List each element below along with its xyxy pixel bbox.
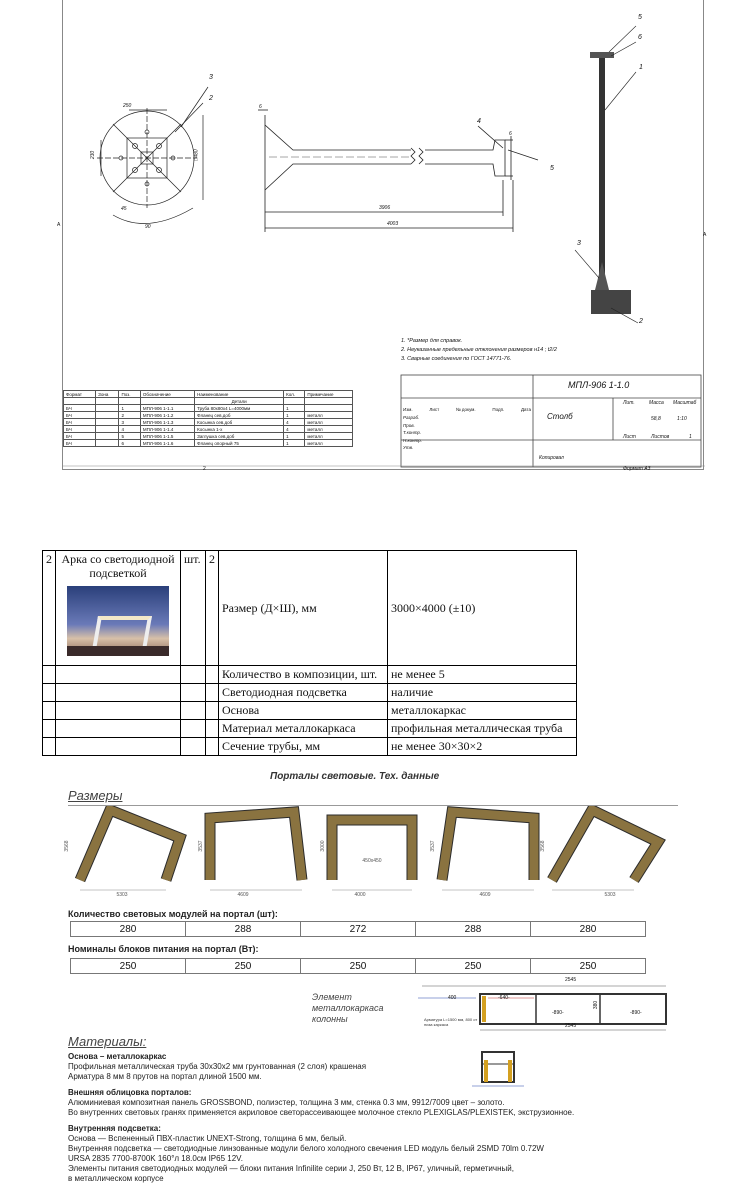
module-count-cell: 288 [416,922,531,937]
element-label [312,992,384,1025]
spec-cell: БЧ [64,433,96,440]
spec-cell: Кол. [284,391,305,398]
dim-6: 6 [259,104,262,110]
note-line: 3. Сварные соединения по ГОСТ 14771-76. [401,356,512,362]
spec-cell [284,398,305,405]
power-label: Номиналы блоков питания на портал (Вт): [68,944,259,954]
spec-cell: металл [305,440,353,447]
title-roles [403,407,531,412]
portal-height: 3568 [540,840,546,852]
callout-4: 4 [477,118,481,125]
req-param: Светодиодная подсветка [219,684,388,702]
spec-cell: Фланец сев.доб [195,412,284,419]
spec-cell: 4 [284,419,305,426]
element-label-line: Элемент [312,992,352,1002]
frame-dim-top: 2545 [565,977,577,983]
spec-cell: Наименование [195,391,284,398]
dim-250: 250 [123,103,132,109]
drawing-notes [401,337,557,364]
title-role: Подп. [492,407,505,412]
title-role: Лист [429,407,440,412]
dim-45: 45 [121,206,127,212]
spec-cell: МПЛ-906 1-1.5 [140,433,194,440]
portals-title: Порталы световые. Тех. данные [270,771,440,782]
pole-side-view [258,110,538,232]
material-line: Элементы питания светодиодных модулей — блоки питания Infinilite серии J, 250 Вт, 12 В, IP67, уличный, герметичный, [68,1164,514,1173]
req-cell [56,738,181,756]
dim-230: 230 [90,150,97,160]
portal-width: 5303 [116,892,128,898]
title-people [403,414,422,452]
req-cell [43,702,56,720]
frame-element-svg [416,976,674,1036]
sheet-label: Лист [623,434,636,440]
edge-letter-right: A [703,232,707,238]
spec-cell: МПЛ-906 1-1.4 [140,426,194,433]
materials-list [68,1052,688,1190]
module-count-cell: 272 [301,922,416,937]
spec-cell: 3 [119,419,140,426]
material-line: Внутренняя подсветка — светодиодные линзованные модули белого холодного свечения LED модуль белый 2SMD 70lm 0.72W [68,1144,544,1153]
spec-cell: Фланец опорный 75 [195,440,284,447]
city-lights [67,646,169,656]
portal-frame-fill [552,810,658,880]
spec-row [64,440,353,447]
req-cell [206,738,219,756]
req-item-name: Арка со светодиодной подсветкой [61,552,175,580]
spec-cell: Зона [96,391,119,398]
portal-height: 3537 [198,840,204,852]
element-label-line: металлокаркаса [312,1003,384,1013]
power-table [70,958,646,974]
title-person-role: Разраб. [403,415,420,420]
portal-2 [198,812,302,898]
req-value: не менее 5 [388,666,577,684]
spec-cell: БЧ [64,440,96,447]
portal-width: 5303 [604,892,616,898]
material-line: URSA 2835 7700-8700K 160°л 18.0см IP65 12V. [68,1154,243,1163]
scale-label: Масштаб [673,400,697,406]
note-line: 2. Неуказанные предельные отклонения размеров н14 ; t2/2 [401,347,557,353]
module-count-cell: 280 [531,922,646,937]
title-role: Изм. [403,407,413,412]
requirement-row [43,666,577,684]
portal-1 [64,810,180,898]
mass-label: Масса [649,400,664,406]
vertical-pole [575,26,638,323]
module-count-cell: 288 [186,922,301,937]
power-cell: 250 [416,959,531,974]
material-section [68,1124,688,1184]
spec-cell: Труба 80х80х4 L=4000мм [195,405,284,412]
requirement-row [43,551,577,666]
sheets-label: Листов [651,434,670,440]
portal-5 [540,810,658,898]
req-cell [181,684,206,702]
dim-480: □480 [193,149,200,161]
spec-header-row [64,391,353,398]
copied-label: Копировал [539,455,564,461]
scale-value: 1:10 [677,416,687,422]
lit-label: Лит. [623,400,635,406]
spec-row [64,419,353,426]
req-param: Размер (Д×Ш), мм [219,551,388,666]
req-cell [181,702,206,720]
req-cell [56,684,181,702]
portal-height: 3000 [320,840,326,852]
requirements-table [42,550,577,756]
spec-cell [119,398,140,405]
material-title: Внешняя облицовка порталов: [68,1088,192,1097]
title-person-role: Утв. [403,445,414,450]
spec-cell [96,405,119,412]
frame-dim-d: 380 [593,1000,600,1010]
spec-cell: БЧ [64,426,96,433]
req-value: металлокаркас [388,702,577,720]
power-cell: 250 [301,959,416,974]
req-cell [56,702,181,720]
flange-plan-view [97,87,208,224]
spec-cell [96,433,119,440]
spec-cell: 5 [119,433,140,440]
spec-cell: 6 [119,440,140,447]
req-qty: 2 [206,551,219,666]
portal-frame-outline [442,812,534,880]
portals-svg [60,806,680,902]
spec-cell: металл [305,412,353,419]
req-param: Количество в композиции, шт. [219,666,388,684]
arch-shape [92,616,152,650]
portal-height: 3568 [64,840,70,852]
spec-cell: Детали [195,398,284,405]
modules-table [70,921,646,937]
spec-cell: МПЛ-906 1-1.2 [140,412,194,419]
material-line: Арматура 8 мм 8 прутов на портал длиной 1500 мм. [68,1072,262,1081]
title-role: Дата [520,407,531,412]
power-cell: 250 [71,959,186,974]
spec-row [64,405,353,412]
dim-3906: 3906 [379,205,391,211]
dim-4003: 4003 [387,221,399,227]
spec-cell: 1 [284,405,305,412]
specification-table [63,390,353,447]
req-cell [206,666,219,684]
spec-cell: металл [305,419,353,426]
materials-heading: Материалы: [68,1034,147,1049]
req-cell [43,684,56,702]
spec-row [64,426,353,433]
spec-cell [96,412,119,419]
title-role: № докум. [455,407,476,412]
spec-cell: металл [305,433,353,440]
req-unit: шт. [181,551,206,666]
req-value: наличие [388,684,577,702]
req-cell [43,720,56,738]
portal-frame-outline [210,812,302,880]
drawing-sheet [57,0,707,472]
spec-cell: Заглушка сев.доб [195,433,284,440]
spec-cell [96,398,119,405]
portal-width: 4609 [479,892,491,898]
portal-4 [430,812,534,898]
edge-letter-left: A [57,222,61,228]
requirement-row [43,684,577,702]
req-param: Основа [219,702,388,720]
spec-cell: 2 [119,412,140,419]
title-person-role: Пров. [403,422,415,428]
req-value: не менее 30×30×2 [388,738,577,756]
portal-3 [320,820,412,898]
requirement-row [43,720,577,738]
spec-cell: Поз. [119,391,140,398]
material-title: Основа – металлокаркас [68,1052,167,1061]
req-num: 2 [43,551,56,666]
req-cell [181,738,206,756]
material-line: в металлическом корпусе [68,1174,164,1183]
arch-photo [67,586,169,656]
spec-cell: Косынка сев.доб [195,419,284,426]
spec-subheader-row [64,398,353,405]
spec-cell: Обозначение [140,391,194,398]
callout-5-side: 5 [550,165,554,172]
spec-cell: металл [305,426,353,433]
spec-row [64,433,353,440]
spec-cell: 1 [284,433,305,440]
spec-cell: 4 [119,426,140,433]
portal-frame-fill [332,820,412,880]
callout-2-flange: 2 [209,95,213,102]
portal-frame-outline [332,820,412,880]
spec-cell [96,426,119,433]
req-name-cell [56,551,181,666]
drawing-code: МПЛ-906 1-1.0 [568,380,630,390]
part-name: Столб [547,412,573,421]
spec-cell: МПЛ-906 1-1.3 [140,419,194,426]
callout-2-base: 2 [639,318,643,325]
callout-5-top: 5 [638,14,642,21]
req-cell [206,720,219,738]
title-person-role: Н.контр. [403,437,423,443]
material-title: Внутренняя подсветка: [68,1124,161,1133]
callout-3-base: 3 [577,240,581,247]
req-cell [56,720,181,738]
portal-width: 4000 [354,892,366,898]
format-label: Формат А3 [623,466,651,472]
spec-cell: МПЛ-906 1-1.1 [140,405,194,412]
frame-side-note: Арматура L=1500 мм, 800 от низа каркаса [424,1017,478,1027]
req-cell [206,684,219,702]
req-value: 3000×4000 (±10) [388,551,577,666]
material-line: Во внутренних световых гранях применяется акриловое светорассеивающее молочное стекло PLEXIGLAS/PLEXISTEK, экструзионное. [68,1108,575,1117]
dim-90: 90 [145,224,151,230]
mass-value: 58,8 [651,416,661,422]
req-cell [206,702,219,720]
req-cell [181,720,206,738]
spec-cell: Формат [64,391,96,398]
spec-cell: 1 [284,440,305,447]
callout-6: 6 [638,34,642,41]
frame-dim-bottom: 2545 [565,1023,577,1029]
modules-label: Количество световых модулей на портал (шт): [68,909,278,919]
frame-dim-a: -640- [498,995,510,1001]
title-person-role: Т.контр. [403,430,422,435]
spec-cell [305,398,353,405]
req-cell [43,666,56,684]
req-value: профильная металлическая труба [388,720,577,738]
spec-cell [96,419,119,426]
spec-row [64,412,353,419]
portal-height: 3537 [430,840,436,852]
req-param: Материал металлокаркаса [219,720,388,738]
spec-cell: 4 [284,426,305,433]
spec-cell [96,440,119,447]
element-label-line: колонны [312,1014,348,1024]
frame-dim-e: 400 [448,995,457,1001]
spec-cell: 1 [119,405,140,412]
page-mark: 2 [203,466,206,472]
power-cell: 250 [186,959,301,974]
portal-frame-fill [80,810,180,880]
portal-inner-note: 450х450 [362,858,382,864]
note-line: 1. *Размер для справок. [401,338,463,344]
spec-cell: Примечание [305,391,353,398]
spec-cell: 1 [284,412,305,419]
req-cell [43,738,56,756]
callout-3-flange: 3 [209,74,213,81]
spec-cell: БЧ [64,405,96,412]
portal-width: 4609 [237,892,249,898]
req-param: Сечение трубы, мм [219,738,388,756]
sizes-heading: Размеры [68,788,123,803]
spec-cell [305,405,353,412]
spec-cell: БЧ [64,412,96,419]
material-line: Алюминиевая композитная панель GROSSBOND, полиэстер, толщина 3 мм, стенка 0.3 мм, 9912/7009 цвет – золото. [68,1098,505,1107]
dim-6-top: 6 [509,131,512,137]
spec-cell: МПЛ-906 1-1.6 [140,440,194,447]
callout-1: 1 [639,64,643,71]
material-line: Основа — Вспененный ПВХ-пластик UNEXT-Strong, толщина 6 мм, белый. [68,1134,347,1143]
power-cell: 250 [531,959,646,974]
requirement-row [43,702,577,720]
sheets-value: 1 [689,434,692,440]
frame-dim-b: -890- [552,1010,564,1016]
spec-cell [140,398,194,405]
material-line: Профильная металлическая труба 30х30х2 мм грунтованная (2 слоя) крашеная [68,1062,367,1071]
requirement-row [43,738,577,756]
material-section [68,1088,688,1118]
module-count-cell: 280 [71,922,186,937]
material-section [68,1052,688,1082]
spec-cell [64,398,96,405]
frame-dim-c: -890- [630,1010,642,1016]
req-cell [56,666,181,684]
spec-cell: БЧ [64,419,96,426]
spec-cell: Косынка 1-х [195,426,284,433]
req-cell [181,666,206,684]
